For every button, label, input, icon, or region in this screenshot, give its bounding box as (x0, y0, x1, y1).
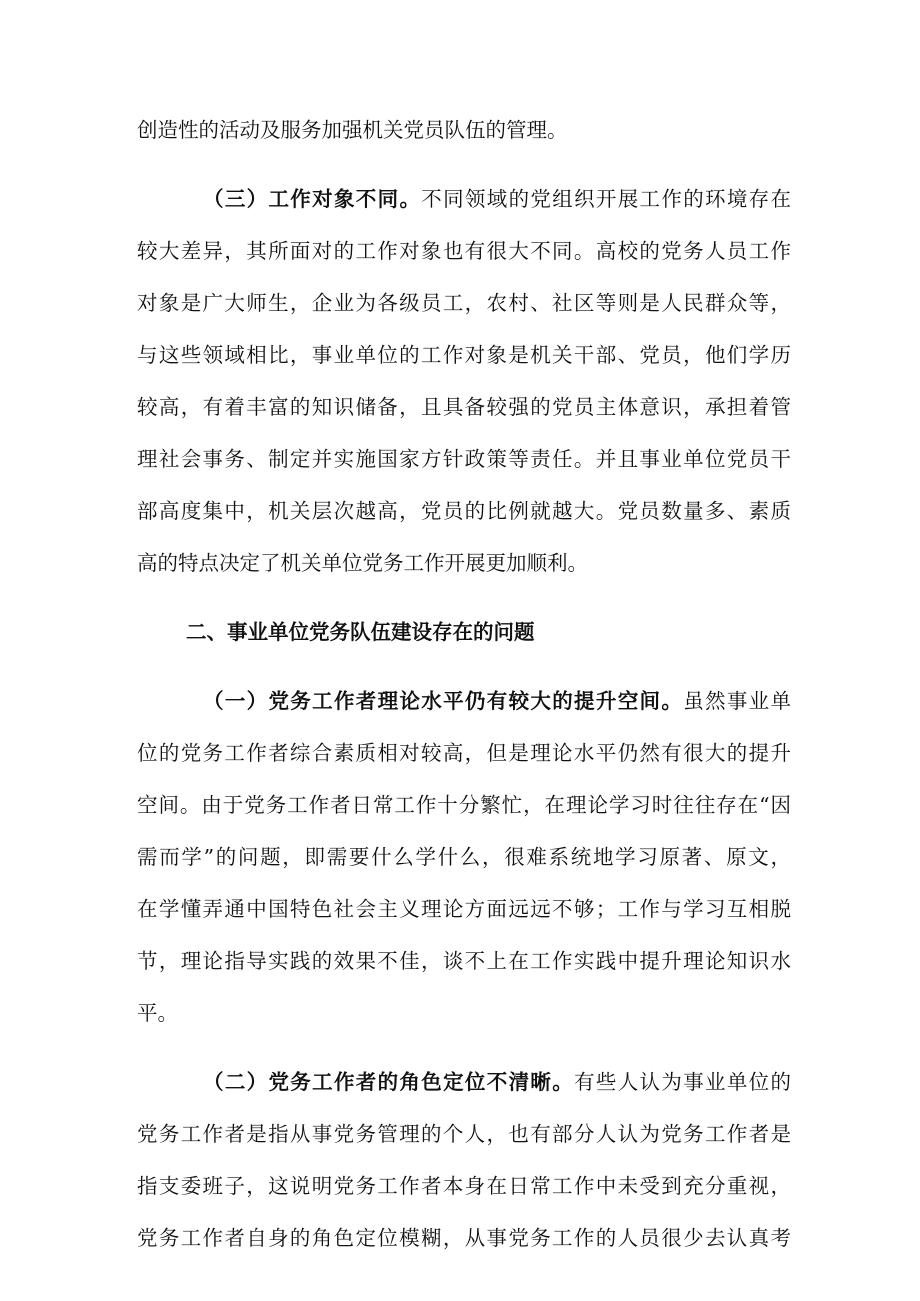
paragraph-line: 空间。由于党务工作者日常工作十分繁忙，在理论学习时往往存在“因 (137, 793, 791, 817)
paragraph-line: 党务工作者是指从事党务管理的个人，也有部分人认为党务工作者是 (137, 1122, 791, 1146)
paragraph-line: 与这些领域相比，事业单位的工作对象是机关干部、党员，他们学历 (137, 343, 791, 367)
section-three-first-line (203, 182, 791, 216)
section-three-first-line-text: 不同领域的党组织开展工作的环境存在 (421, 187, 792, 211)
subsection-two-first-line (203, 1065, 791, 1099)
subsection-two-first-line-text: 有些人认为事业单位的 (574, 1070, 792, 1094)
subsection-one-first-line-text: 虽然事业单 (683, 689, 792, 713)
paragraph-line: 较大差异，其所面对的工作对象也有很大不同。高校的党务人员工作 (137, 239, 791, 263)
subsection-one-first-line (203, 684, 791, 718)
paragraph-line: 部高度集中，机关层次越高，党员的比例就越大。党员数量多、素质 (137, 499, 791, 523)
paragraph-line: 位的党务工作者综合素质相对较高，但是理论水平仍然有很大的提升 (137, 741, 791, 765)
paragraph-text: 创造性的活动及服务加强机关党员队伍的管理。 (137, 118, 568, 142)
paragraph-line: 节，理论指导实践的效果不佳，谈不上在工作实践中提升理论知识水 (137, 949, 791, 973)
paragraph-line: 高的特点决定了机关单位党务工作开展更加顺利。 (137, 551, 588, 575)
paragraph-line (137, 113, 791, 147)
paragraph-line: 需而学”的问题，即需要什么学什么，很难系统地学习原著、原文， (137, 845, 791, 869)
section-three-lead: （三）工作对象不同。 (203, 187, 422, 211)
paragraph-line: 党务工作者自身的角色定位模糊，从事党务工作的人员很少去认真考 (137, 1226, 791, 1250)
subsection-one-lead: （一）党务工作者理论水平仍有较大的提升空间。 (203, 689, 684, 713)
paragraph-line: 对象是广大师生，企业为各级员工，农村、社区等则是人民群众等， (137, 291, 791, 315)
paragraph-line: 理社会事务、制定并实施国家方针政策等责任。并且事业单位党员干 (137, 447, 791, 471)
section-heading: 二、事业单位党务队伍建设存在的问题 (186, 620, 535, 644)
paragraph-line: 平。 (137, 1001, 178, 1025)
paragraph-line: 指支委班子，这说明党务工作者本身在日常工作中未受到充分重视， (137, 1174, 791, 1198)
paragraph-line: 较高，有着丰富的知识储备，且具备较强的党员主体意识，承担着管 (137, 395, 791, 419)
paragraph-line: 在学懂弄通中国特色社会主义理论方面远远不够；工作与学习互相脱 (137, 897, 791, 921)
subsection-two-lead: （二）党务工作者的角色定位不清晰。 (203, 1070, 575, 1094)
